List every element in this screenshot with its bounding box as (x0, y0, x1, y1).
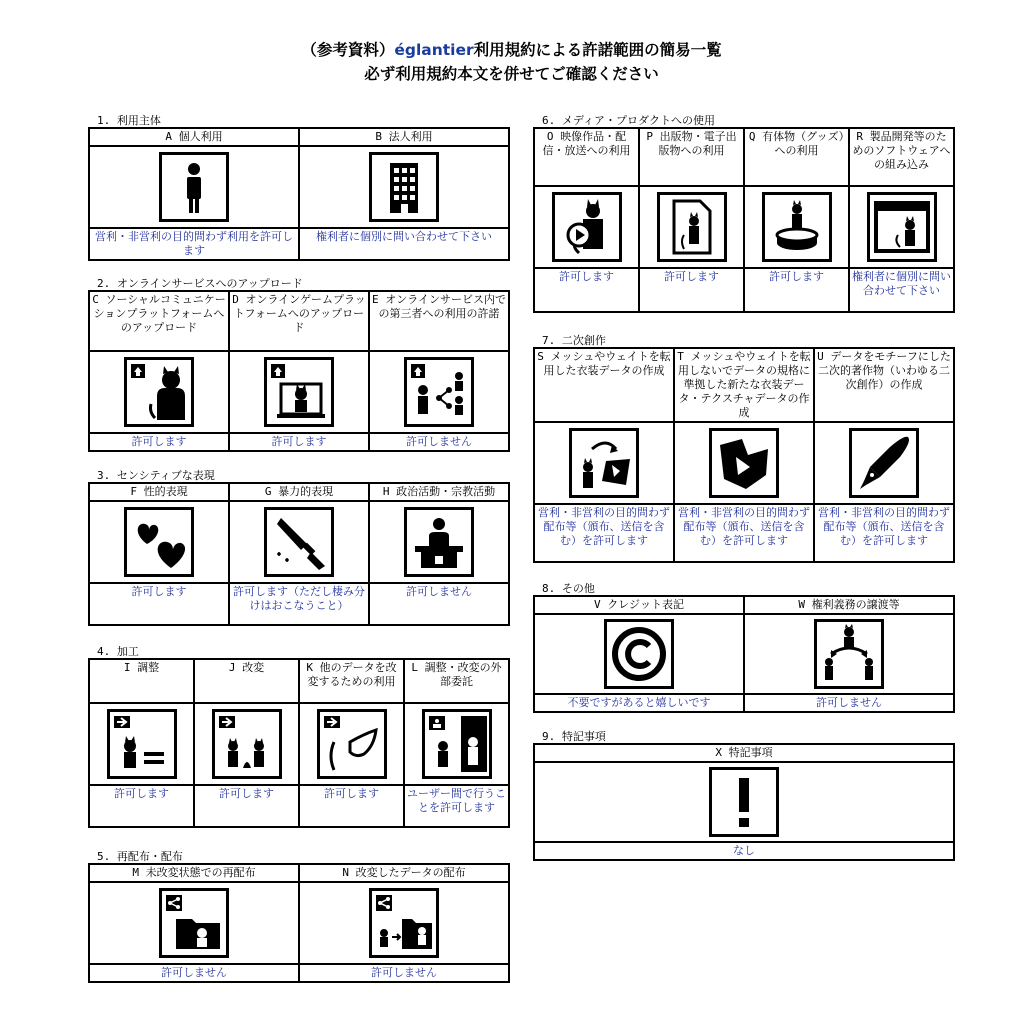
outsource-icon (422, 709, 492, 779)
item-o-footer: 許可します (534, 268, 639, 312)
use-for-other-data-icon (317, 709, 387, 779)
item-i-header: I 調整 (89, 659, 194, 703)
item-t-footer: 営利・非営利の目的問わず配布等（頒布、送信を含む）を許可します (674, 504, 814, 562)
item-f-header: F 性的表現 (89, 483, 229, 501)
item-e-header: E オンラインサービス内での第三者への利用の許諾 (369, 291, 509, 351)
item-l-header: L 調整・改変の外部委託 (404, 659, 509, 703)
item-b-footer: 権利者に個別に問い合わせて下さい (299, 228, 509, 260)
item-r-header: R 製品開発等のためのソフトウェアへの組み込み (849, 128, 954, 186)
item-q-header: Q 有体物（グッズ）への利用 (744, 128, 849, 186)
item-h-footer: 許可しません (369, 583, 509, 625)
item-l-footer: ユーザー間で行うことを許可します (404, 785, 509, 827)
exclamation-icon (709, 767, 779, 837)
item-b-header: B 法人利用 (299, 128, 509, 146)
item-g-footer: 許可します（ただし棲み分けはおこなうこと） (229, 583, 369, 625)
video-icon (552, 192, 622, 262)
modify-icon (212, 709, 282, 779)
item-p-header: P 出版物・電子出版物への利用 (639, 128, 744, 186)
transfer-rights-icon (814, 619, 884, 689)
podium-icon (404, 507, 474, 577)
title-prefix: （参考資料） (301, 41, 395, 59)
section-1-table (88, 127, 510, 261)
section-3-label: 3. センシティブな表現 (97, 469, 215, 482)
item-h-header: H 政治活動・宗教活動 (369, 483, 509, 501)
section-5-label: 5. 再配布・配布 (97, 850, 183, 863)
mesh-transfer-icon (569, 428, 639, 498)
item-e-footer: 許可しません (369, 433, 509, 451)
section-6-label: 6. メディア・プロダクトへの使用 (542, 114, 715, 127)
item-x-header: X 特記事項 (534, 744, 954, 762)
item-p-footer: 許可します (639, 268, 744, 312)
item-t-header: T メッシュやウェイトを転用しないでデータの規格に準拠した新たな衣装データ・テクスチャデータの作成 (674, 348, 814, 422)
item-g-header: G 暴力的表現 (229, 483, 369, 501)
item-w-footer: 許可しません (744, 694, 954, 712)
share-to-third-party-icon (404, 357, 474, 427)
item-s-header: S メッシュやウェイトを転用した衣装データの作成 (534, 348, 674, 422)
item-x-footer: なし (534, 842, 954, 860)
item-i-footer: 許可します (89, 785, 194, 827)
title-rest: 利用規約による許諾範囲の簡易一覧 (473, 41, 722, 59)
item-c-footer: 許可します (89, 433, 229, 451)
item-m-footer: 許可しません (89, 964, 299, 982)
section-8-label: 8. その他 (542, 582, 595, 595)
upload-to-social-icon (124, 357, 194, 427)
section-1-label: 1. 利用主体 (97, 114, 161, 127)
item-a-footer: 営利・非営利の目的問わず利用を許可します (89, 228, 299, 260)
item-f-footer: 許可します (89, 583, 229, 625)
item-r-footer: 権利者に個別に問い合わせて下さい (849, 268, 954, 312)
person-icon (159, 152, 229, 222)
redistribute-icon (159, 888, 229, 958)
hearts-icon (124, 507, 194, 577)
item-a-header: A 個人利用 (89, 128, 299, 146)
item-w-header: W 権利義務の譲渡等 (744, 596, 954, 614)
software-icon (867, 192, 937, 262)
adjust-icon (107, 709, 177, 779)
section-2-table (88, 290, 510, 452)
copyright-icon (604, 619, 674, 689)
item-j-footer: 許可します (194, 785, 299, 827)
item-d-footer: 許可します (229, 433, 369, 451)
item-v-header: V クレジット表記 (534, 596, 744, 614)
item-u-header: U データをモチーフにした二次的著作物（いわゆる二次創作）の作成 (814, 348, 954, 422)
item-s-footer: 営利・非営利の目的問わず配布等（頒布、送信を含む）を許可します (534, 504, 674, 562)
section-5-table (88, 863, 510, 983)
item-c-header: C ソーシャルコミュニケーションプラットフォームへのアップロード (89, 291, 229, 351)
item-o-header: O 映像作品・配信・放送への利用 (534, 128, 639, 186)
upload-to-game-icon (264, 357, 334, 427)
new-costume-icon (709, 428, 779, 498)
section-3-table (88, 482, 510, 626)
distribute-modified-icon (369, 888, 439, 958)
title-brand: églantier (394, 41, 474, 59)
section-9-table (533, 743, 955, 861)
page-subtitle: 必ず利用規約本文を併せてご確認ください (364, 65, 659, 83)
section-4-table (88, 658, 510, 828)
item-k-footer: 許可します (299, 785, 404, 827)
publication-icon (657, 192, 727, 262)
page-title (0, 38, 1023, 60)
item-q-footer: 許可します (744, 268, 849, 312)
goods-icon (762, 192, 832, 262)
item-m-header: M 未改変状態での再配布 (89, 864, 299, 882)
building-icon (369, 152, 439, 222)
knife-icon (264, 507, 334, 577)
section-6-table (533, 127, 955, 313)
item-k-header: K 他のデータを改変するための利用 (299, 659, 404, 703)
item-u-footer: 営利・非営利の目的問わず配布等（頒布、送信を含む）を許可します (814, 504, 954, 562)
item-d-header: D オンラインゲームプラットフォームへのアップロード (229, 291, 369, 351)
section-2-label: 2. オンラインサービスへのアップロード (97, 277, 303, 290)
item-v-footer: 不要ですがあると嬉しいです (534, 694, 744, 712)
item-j-header: J 改変 (194, 659, 299, 703)
section-7-label: 7. 二次創作 (542, 334, 606, 347)
section-8-table (533, 595, 955, 713)
section-7-table (533, 347, 955, 563)
item-n-header: N 改変したデータの配布 (299, 864, 509, 882)
section-9-label: 9. 特記事項 (542, 730, 606, 743)
item-n-footer: 許可しません (299, 964, 509, 982)
pen-icon (849, 428, 919, 498)
section-4-label: 4. 加工 (97, 645, 139, 658)
